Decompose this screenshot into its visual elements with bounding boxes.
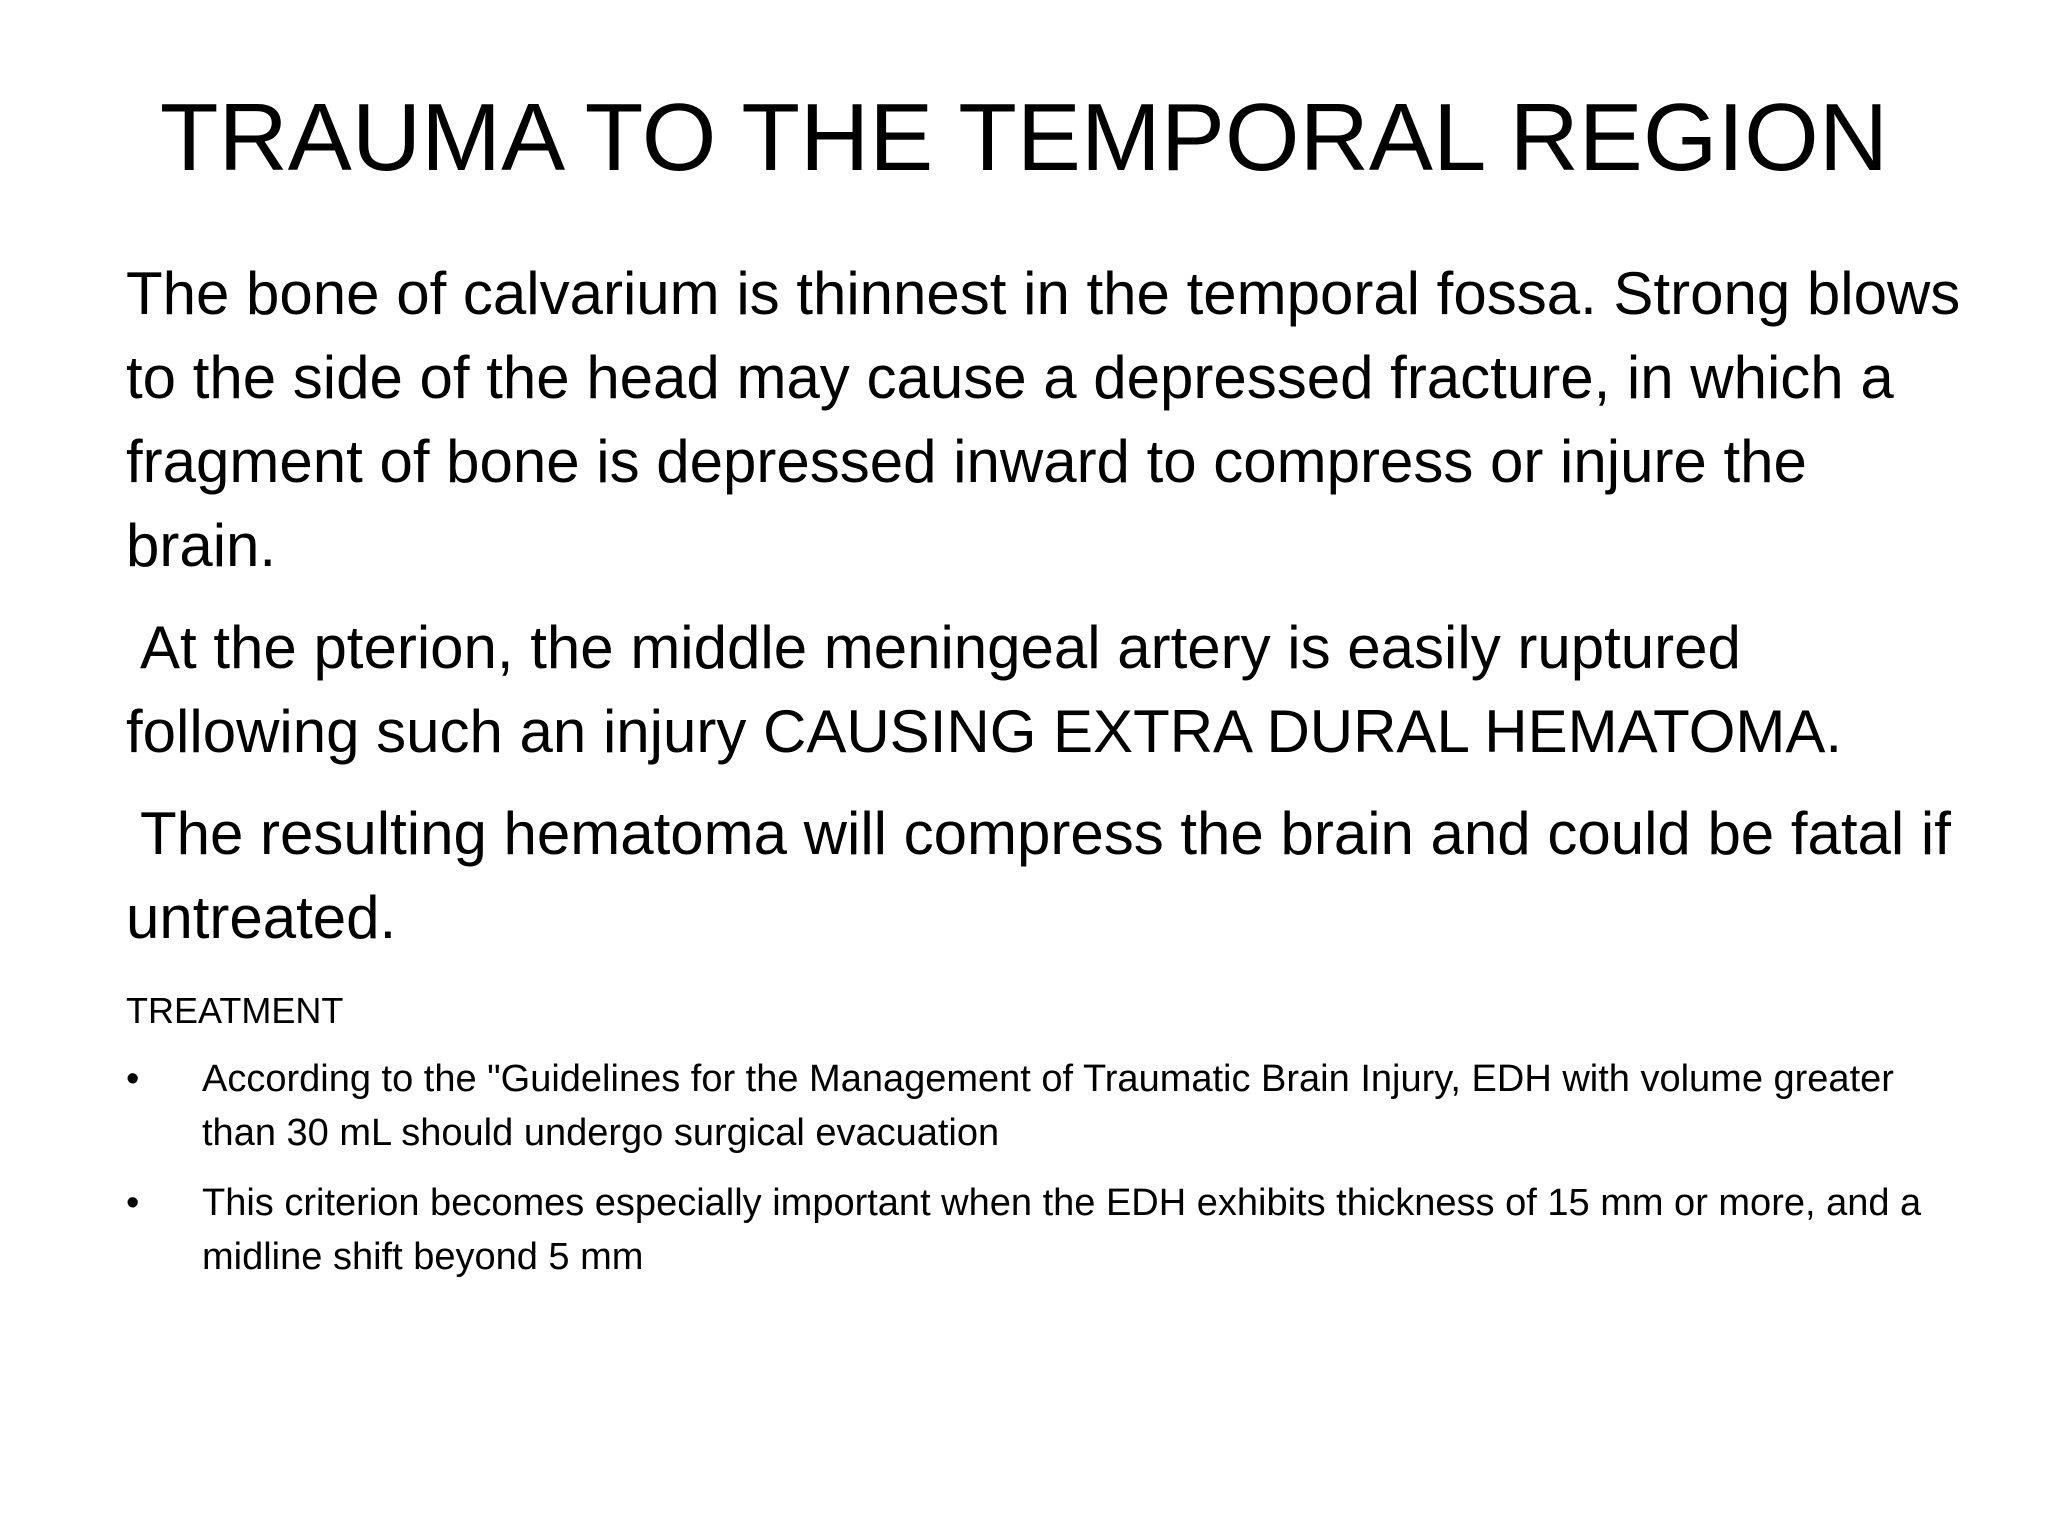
- treatment-bullet-list: [126, 1052, 1966, 1284]
- paragraph-hematoma: The resulting hematoma will compress the brain and could be fatal if untreated.: [126, 800, 1951, 951]
- bullet-icon: •: [126, 1182, 140, 1224]
- bullet-text: According to the "Guidelines for the Management of Traumatic Brain Injury, EDH with volume greater than 30 mL should undergo surgical evacuation: [202, 1058, 1894, 1154]
- paragraph-calvarium: The bone of calvarium is thinnest in the temporal fossa. Strong blows to the side of the head may cause a depressed fracture, in which a fragment of bone is depressed inward to compress or injure the brain.: [126, 260, 1961, 579]
- list-item: [126, 1176, 1966, 1284]
- slide-body: [126, 252, 1966, 1300]
- bullet-text: This criterion becomes especially important when the EDH exhibits thickness of 15 mm or more, and a midline shift beyond 5 mm: [202, 1182, 1922, 1278]
- list-item: [126, 1052, 1966, 1160]
- slide-title: TRAUMA TO THE TEMPORAL REGION: [159, 84, 1889, 191]
- treatment-heading: TREATMENT: [126, 990, 344, 1031]
- paragraph-pterion: At the pterion, the middle meningeal artery is easily ruptured following such an injury CAUSING EXTRA DURAL HEMATOMA.: [126, 614, 1843, 765]
- bullet-icon: •: [126, 1058, 140, 1100]
